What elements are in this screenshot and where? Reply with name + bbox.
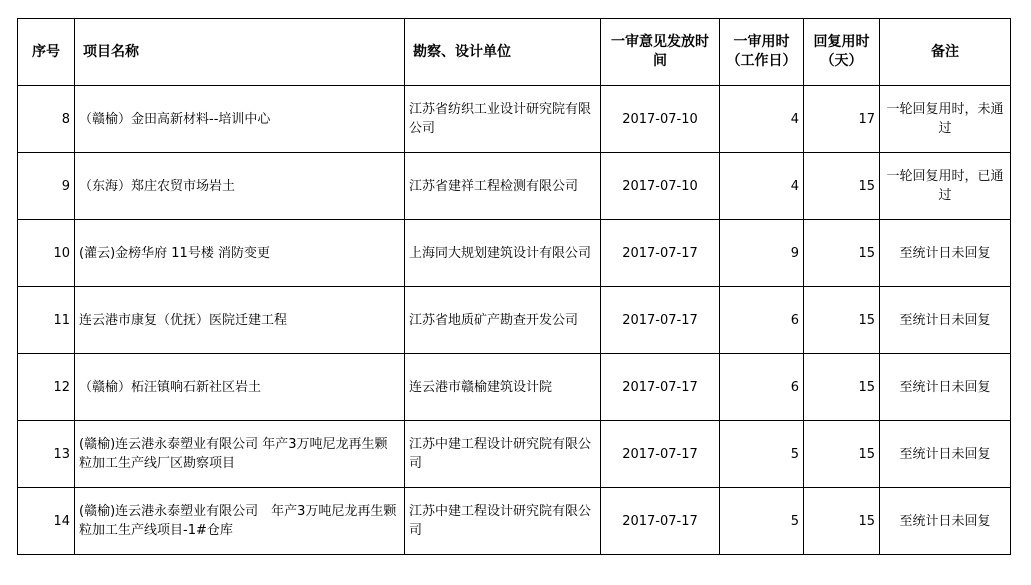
cell-note: 一轮回复用时，已通过 — [880, 153, 1011, 220]
cell-unit: 江苏省纺织工业设计研究院有限公司 — [405, 86, 601, 153]
cell-seq: 8 — [18, 86, 75, 153]
header-row — [18, 19, 1011, 86]
cell-review-days: 6 — [720, 287, 804, 354]
cell-project: （赣榆）柘汪镇响石新社区岩土 — [75, 354, 405, 421]
cell-reply-days: 15 — [804, 421, 880, 488]
cell-seq: 14 — [18, 488, 75, 555]
cell-note: 至统计日未回复 — [880, 220, 1011, 287]
cell-project: （赣榆）金田高新材料--培训中心 — [75, 86, 405, 153]
table-row — [18, 488, 1011, 555]
cell-unit: 上海同大规划建筑设计有限公司 — [405, 220, 601, 287]
cell-unit: 江苏中建工程设计研究院有限公司 — [405, 421, 601, 488]
cell-reply-days: 15 — [804, 153, 880, 220]
table-row — [18, 153, 1011, 220]
cell-seq: 9 — [18, 153, 75, 220]
cell-date: 2017-07-17 — [601, 287, 720, 354]
cell-review-days: 5 — [720, 421, 804, 488]
cell-note: 至统计日未回复 — [880, 421, 1011, 488]
cell-seq: 12 — [18, 354, 75, 421]
cell-unit: 江苏中建工程设计研究院有限公司 — [405, 488, 601, 555]
header-project: 项目名称 — [75, 19, 405, 86]
cell-date: 2017-07-17 — [601, 488, 720, 555]
table-row — [18, 354, 1011, 421]
cell-reply-days: 15 — [804, 220, 880, 287]
header-seq: 序号 — [18, 19, 75, 86]
cell-project: （东海）郑庄农贸市场岩土 — [75, 153, 405, 220]
cell-review-days: 6 — [720, 354, 804, 421]
cell-unit: 江苏省建祥工程检测有限公司 — [405, 153, 601, 220]
table-row — [18, 220, 1011, 287]
cell-review-days: 4 — [720, 86, 804, 153]
cell-note: 至统计日未回复 — [880, 488, 1011, 555]
cell-reply-days: 17 — [804, 86, 880, 153]
header-reply-days: 回复用时（天） — [804, 19, 880, 86]
cell-review-days: 9 — [720, 220, 804, 287]
cell-reply-days: 15 — [804, 488, 880, 555]
header-unit: 勘察、设计单位 — [405, 19, 601, 86]
header-review-days: 一审用时（工作日） — [720, 19, 804, 86]
table-row — [18, 86, 1011, 153]
cell-project: (赣榆)连云港永泰塑业有限公司 年产3万吨尼龙再生颗粒加工生产线项目-1#仓库 — [75, 488, 405, 555]
cell-unit: 连云港市赣榆建筑设计院 — [405, 354, 601, 421]
cell-note: 一轮回复用时，未通过 — [880, 86, 1011, 153]
cell-review-days: 4 — [720, 153, 804, 220]
table-row — [18, 421, 1011, 488]
cell-project: (灌云)金榜华府 11号楼 消防变更 — [75, 220, 405, 287]
header-note: 备注 — [880, 19, 1011, 86]
table-row — [18, 287, 1011, 354]
cell-unit: 江苏省地质矿产勘查开发公司 — [405, 287, 601, 354]
cell-reply-days: 15 — [804, 354, 880, 421]
cell-review-days: 5 — [720, 488, 804, 555]
cell-date: 2017-07-17 — [601, 354, 720, 421]
cell-date: 2017-07-17 — [601, 220, 720, 287]
cell-seq: 13 — [18, 421, 75, 488]
cell-project: (赣榆)连云港永泰塑业有限公司 年产3万吨尼龙再生颗粒加工生产线厂区勘察项目 — [75, 421, 405, 488]
project-review-table — [17, 18, 1011, 555]
cell-seq: 11 — [18, 287, 75, 354]
cell-seq: 10 — [18, 220, 75, 287]
header-issue-time: 一审意见发放时间 — [601, 19, 720, 86]
cell-project: 连云港市康复（优抚）医院迁建工程 — [75, 287, 405, 354]
cell-date: 2017-07-10 — [601, 153, 720, 220]
cell-date: 2017-07-17 — [601, 421, 720, 488]
cell-note: 至统计日未回复 — [880, 354, 1011, 421]
cell-note: 至统计日未回复 — [880, 287, 1011, 354]
cell-date: 2017-07-10 — [601, 86, 720, 153]
cell-reply-days: 15 — [804, 287, 880, 354]
